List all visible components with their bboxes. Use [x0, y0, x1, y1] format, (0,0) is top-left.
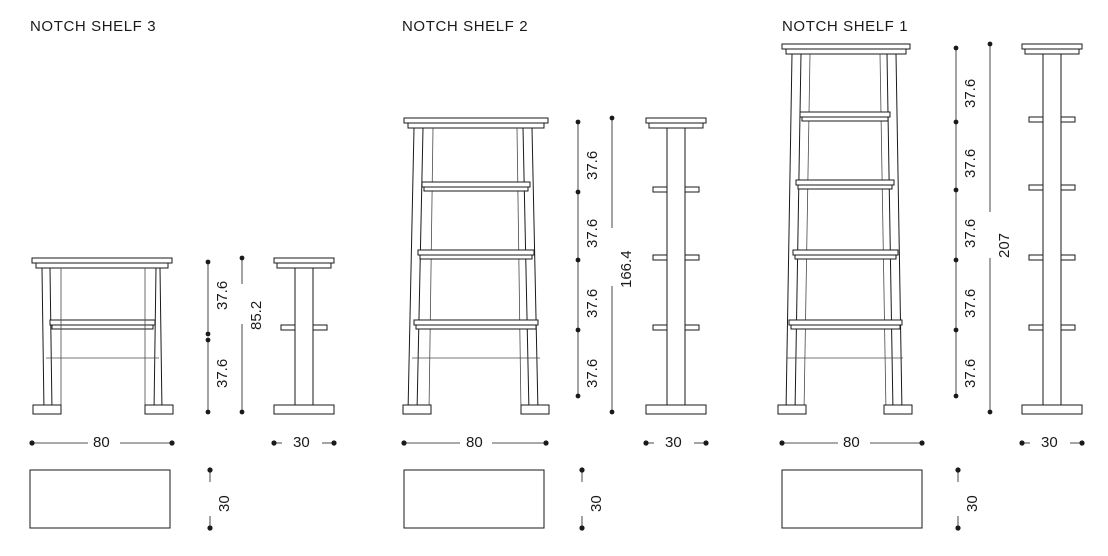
dim-label-shelf2-v1: 37.6 — [584, 150, 601, 180]
dimension-vertical-shelf-1-chain — [954, 46, 959, 399]
dim-label-shelf1-side: 30 — [1041, 434, 1058, 451]
dim-label-shelf1-depth: 30 — [964, 495, 981, 512]
group-title-notch-shelf-2: NOTCH SHELF 2 — [402, 18, 529, 35]
dim-label-shelf3-v2: 37.6 — [214, 358, 231, 388]
dimension-vertical-shelf-2-chain — [576, 120, 581, 399]
dimension-plan-depth-shelf-1 — [955, 467, 960, 530]
group-title-notch-shelf-3: NOTCH SHELF 3 — [30, 18, 157, 35]
dim-label-shelf3-v1: 37.6 — [214, 280, 231, 310]
dim-label-shelf1-total: 207 — [996, 232, 1013, 258]
dim-label-shelf1-v2: 37.6 — [962, 148, 979, 178]
plan-view-shelf-1 — [782, 470, 922, 528]
front-elevation-shelf-3 — [32, 258, 173, 414]
dim-label-shelf3-side: 30 — [293, 434, 310, 451]
dim-label-shelf3-depth: 30 — [216, 495, 233, 512]
dim-label-shelf1-v4: 37.6 — [962, 288, 979, 318]
front-elevation-shelf-1 — [778, 44, 912, 414]
dimension-total-shelf-2 — [610, 116, 615, 415]
dim-label-shelf2-v2: 37.6 — [584, 218, 601, 248]
dimension-total-shelf-3 — [240, 256, 245, 415]
side-elevation-shelf-1 — [1022, 44, 1082, 414]
dim-label-shelf1-v1: 37.6 — [962, 78, 979, 108]
dimension-plan-depth-shelf-3 — [207, 467, 212, 530]
plan-view-shelf-3 — [30, 470, 170, 528]
front-elevation-shelf-2 — [403, 118, 549, 414]
side-elevation-shelf-2 — [646, 118, 706, 414]
dim-label-shelf2-v3: 37.6 — [584, 288, 601, 318]
dim-label-shelf3-width: 80 — [93, 434, 110, 451]
dim-label-shelf1-v3: 37.6 — [962, 218, 979, 248]
dim-label-shelf1-width: 80 — [843, 434, 860, 451]
dim-label-shelf2-total: 166.4 — [618, 250, 635, 288]
group-title-notch-shelf-1: NOTCH SHELF 1 — [782, 18, 909, 35]
dim-label-shelf2-side: 30 — [665, 434, 682, 451]
side-elevation-shelf-3 — [274, 258, 334, 414]
plan-view-shelf-2 — [404, 470, 544, 528]
dim-label-shelf2-v4: 37.6 — [584, 358, 601, 388]
dimension-total-shelf-1 — [988, 42, 993, 415]
dim-label-shelf2-depth: 30 — [588, 495, 605, 512]
dim-label-shelf1-v5: 37.6 — [962, 358, 979, 388]
dim-label-shelf2-width: 80 — [466, 434, 483, 451]
dimension-vertical-shelf-3-a — [206, 260, 211, 415]
dimension-plan-depth-shelf-2 — [579, 467, 584, 530]
dim-label-shelf3-total: 85.2 — [248, 300, 265, 330]
